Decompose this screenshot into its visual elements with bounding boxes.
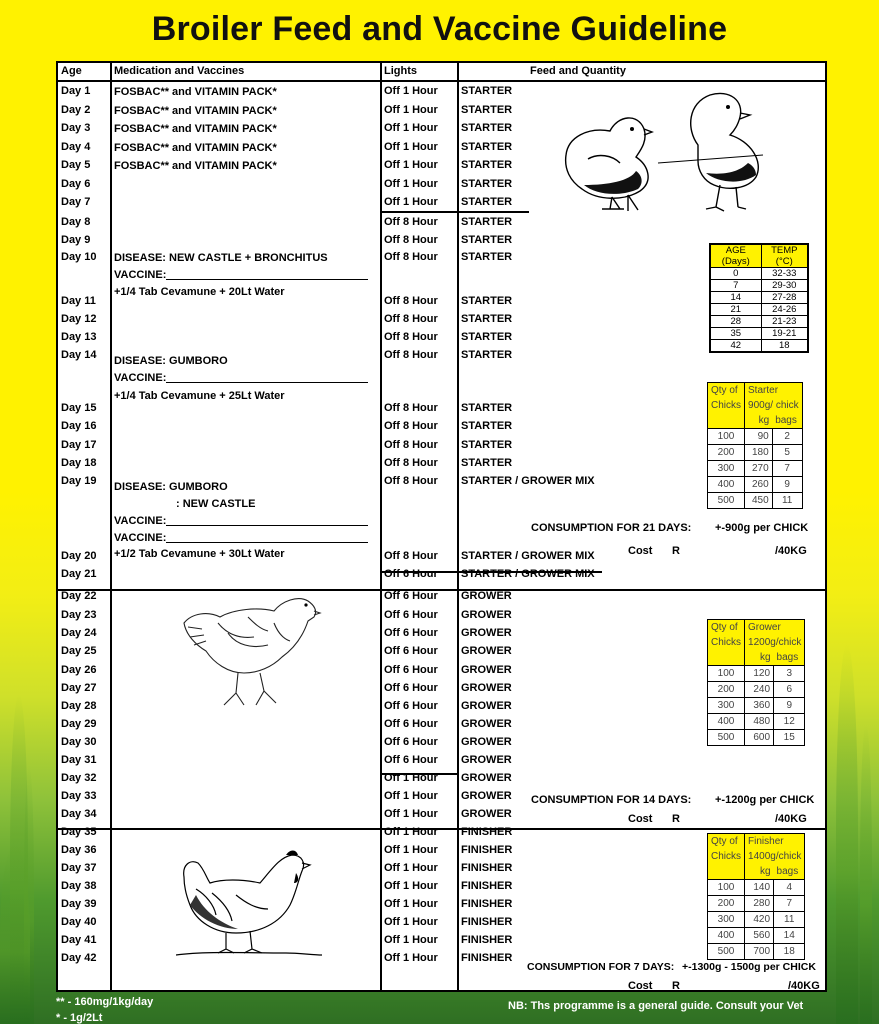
qty-bags-cell: 4 <box>774 880 805 896</box>
guideline-table <box>56 61 827 992</box>
qty-bags-cell: 11 <box>774 912 805 928</box>
qty-chicks-cell: 200 <box>708 682 745 698</box>
day-feed: GROWER <box>461 736 512 748</box>
temp-age-cell: 7 <box>711 280 762 292</box>
day-feed: GROWER <box>461 590 512 602</box>
day-age: Day 37 <box>61 862 97 874</box>
qty-chicks-cell: 200 <box>708 896 745 912</box>
temp-header-age: AGE (Days) <box>711 245 762 268</box>
day-age: Day 5 <box>61 159 91 171</box>
qty-chicks-cell: 400 <box>708 477 745 493</box>
day14-vaccine-line <box>166 382 368 383</box>
qty-kg-cell: 700 <box>745 944 774 960</box>
day-age: Day 17 <box>61 439 97 451</box>
consumption-14-label: CONSUMPTION FOR 14 DAYS: <box>531 794 692 806</box>
day-lights: Off 8 Hour <box>384 331 438 343</box>
day-lights: Off 8 Hour <box>384 550 438 562</box>
day-lights: Off 8 Hour <box>384 216 438 228</box>
day10-vaccine-line <box>166 279 368 280</box>
day-lights: Off 6 Hour <box>384 590 438 602</box>
qty-kg-cell: 560 <box>745 928 774 944</box>
day-feed: STARTER / GROWER MIX <box>461 550 595 562</box>
qty-feed-rate: 1400g/chick <box>745 849 805 864</box>
day-feed: FINISHER <box>461 952 513 964</box>
day10-vaccine-label: VACCINE: <box>114 269 167 281</box>
day-lights: Off 1 Hour <box>384 104 438 116</box>
day10-dose: +1/4 Tab Cevamune + 20Lt Water <box>114 286 285 298</box>
day-age: Day 35 <box>61 826 97 838</box>
qty-chicks-cell: 100 <box>708 880 745 896</box>
day-feed: STARTER <box>461 159 513 171</box>
day-lights: Off 1 Hour <box>384 196 438 208</box>
temp-value-cell: 29-30 <box>761 280 807 292</box>
day-feed: GROWER <box>461 754 512 766</box>
day-age: Day 24 <box>61 627 97 639</box>
qty-chicks-cell: 500 <box>708 493 745 509</box>
consumption-7-amount: +-1300g - 1500g per CHICK <box>682 961 816 973</box>
temp-row <box>711 304 808 316</box>
consumption-14-unit: /40KG <box>775 813 807 825</box>
day-lights: Off 6 Hour <box>384 664 438 676</box>
day-feed: STARTER <box>461 420 513 432</box>
day-lights: Off 1 Hour <box>384 85 438 97</box>
day-age: Day 38 <box>61 880 97 892</box>
temp-value-cell: 18 <box>761 340 807 352</box>
temp-age-cell: 21 <box>711 304 762 316</box>
qty-row <box>708 928 804 944</box>
temp-row <box>711 268 808 280</box>
day-age: Day 10 <box>61 251 97 263</box>
day-lights: Off 6 Hour <box>384 700 438 712</box>
day-lights: Off 1 Hour <box>384 826 438 838</box>
day-age: Day 40 <box>61 916 97 928</box>
medication-day1: FOSBAC** and VITAMIN PACK* <box>114 86 277 98</box>
day-feed: STARTER <box>461 216 513 228</box>
day-age: Day 11 <box>61 295 96 307</box>
day-lights: Off 1 Hour <box>384 808 438 820</box>
day-lights: Off 1 Hour <box>384 844 438 856</box>
qty-header-bags: bags <box>774 864 805 880</box>
day-lights: Off 1 Hour <box>384 141 438 153</box>
starter-quantity-table <box>707 382 803 509</box>
day-feed: STARTER <box>461 439 513 451</box>
day-age: Day 33 <box>61 790 97 802</box>
day19-vaccine-line-2 <box>166 542 368 543</box>
qty-chicks-cell: 100 <box>708 666 745 682</box>
qty-header-kg: kg <box>745 864 774 880</box>
day-age: Day 2 <box>61 104 91 116</box>
qty-row <box>708 477 802 493</box>
temperature-table <box>709 243 809 353</box>
qty-row <box>708 429 802 445</box>
day-age: Day 34 <box>61 808 97 820</box>
day-feed: FINISHER <box>461 898 513 910</box>
day-age: Day 30 <box>61 736 97 748</box>
qty-chicks-cell: 400 <box>708 928 745 944</box>
consumption-14-cost: Cost <box>628 813 653 825</box>
day-feed: FINISHER <box>461 826 513 838</box>
qty-chicks-cell: 300 <box>708 912 745 928</box>
day-age: Day 13 <box>61 331 97 343</box>
consumption-21-currency: R <box>672 545 680 557</box>
qty-header-kg: kg <box>745 650 774 666</box>
consumption-21-cost: Cost <box>628 545 653 557</box>
day-lights: Off 1 Hour <box>384 898 438 910</box>
consumption-14-amount: +-1200g per CHICK <box>715 794 815 806</box>
qty-kg-cell: 270 <box>745 461 773 477</box>
day-lights: Off 8 Hour <box>384 349 438 361</box>
day-lights: Off 8 Hour <box>384 475 438 487</box>
day-age: Day 42 <box>61 952 97 964</box>
medication-day3: FOSBAC** and VITAMIN PACK* <box>114 123 277 135</box>
day-age: Day 9 <box>61 234 91 246</box>
qty-header-1: Qty of <box>708 834 745 849</box>
day-age: Day 4 <box>61 141 91 153</box>
medication-day2: FOSBAC** and VITAMIN PACK* <box>114 105 277 117</box>
qty-kg-cell: 280 <box>745 896 774 912</box>
qty-header-2: Chicks <box>708 635 745 650</box>
header-lights: Lights <box>384 65 417 77</box>
day-age: Day 32 <box>61 772 97 784</box>
qty-kg-cell: 90 <box>745 429 773 445</box>
day-lights: Off 8 Hour <box>384 402 438 414</box>
day-lights: Off 1 Hour <box>384 772 438 784</box>
qty-chicks-cell: 400 <box>708 714 745 730</box>
footnote-fosbac: ** - 160mg/1kg/day <box>56 996 154 1008</box>
day-age: Day 12 <box>61 313 97 325</box>
consumption-21-unit: /40KG <box>775 545 807 557</box>
day-age: Day 27 <box>61 682 97 694</box>
medication-day5: FOSBAC** and VITAMIN PACK* <box>114 160 277 172</box>
day-lights: Off 6 Hour <box>384 736 438 748</box>
qty-row <box>708 682 804 698</box>
medication-day4: FOSBAC** and VITAMIN PACK* <box>114 142 277 154</box>
day19-vaccine-label-1: VACCINE: <box>114 515 167 527</box>
day-lights: Off 8 Hour <box>384 420 438 432</box>
day19-vaccine-label-2: VACCINE: <box>114 532 167 544</box>
day-feed: STARTER <box>461 457 513 469</box>
qty-kg-cell: 240 <box>745 682 774 698</box>
day-feed: STARTER <box>461 178 513 190</box>
day-feed: FINISHER <box>461 916 513 928</box>
qty-bags-cell: 9 <box>774 698 805 714</box>
qty-header-blank <box>708 413 745 429</box>
day-age: Day 14 <box>61 349 97 361</box>
qty-bags-cell: 18 <box>774 944 805 960</box>
day-feed: STARTER <box>461 104 513 116</box>
day-age: Day 31 <box>61 754 97 766</box>
day-feed: STARTER <box>461 196 513 208</box>
qty-header-bags: bags <box>772 413 801 429</box>
day-lights: Off 8 Hour <box>384 439 438 451</box>
day-age: Day 16 <box>61 420 97 432</box>
day-age: Day 26 <box>61 664 97 676</box>
day-feed: STARTER <box>461 85 513 97</box>
qty-kg-cell: 420 <box>745 912 774 928</box>
qty-header-blank <box>708 650 745 666</box>
day-lights: Off 1 Hour <box>384 862 438 874</box>
day-feed: STARTER / GROWER MIX <box>461 568 595 580</box>
qty-bags-cell: 6 <box>774 682 805 698</box>
day-lights: Off 8 Hour <box>384 457 438 469</box>
qty-kg-cell: 180 <box>745 445 773 461</box>
temp-age-cell: 28 <box>711 316 762 328</box>
temp-value-cell: 24-26 <box>761 304 807 316</box>
footnote-vitamin: * - 1g/2Lt <box>56 1012 103 1024</box>
temp-value-cell: 21-23 <box>761 316 807 328</box>
day-age: Day 19 <box>61 475 97 487</box>
day-lights: Off 1 Hour <box>384 122 438 134</box>
day-lights: Off 6 Hour <box>384 718 438 730</box>
qty-bags-cell: 7 <box>772 461 801 477</box>
qty-header-kg: kg <box>745 413 773 429</box>
qty-header-2: Chicks <box>708 849 745 864</box>
footnote-disclaimer: NB: Ths programme is a general guide. Consult your Vet <box>508 1000 804 1012</box>
day-feed: FINISHER <box>461 880 513 892</box>
day-age: Day 20 <box>61 550 97 562</box>
qty-row <box>708 912 804 928</box>
day-age: Day 22 <box>61 590 97 602</box>
qty-row <box>708 714 804 730</box>
consumption-21-label: CONSUMPTION FOR 21 DAYS: <box>531 522 692 534</box>
qty-row <box>708 896 804 912</box>
day-lights: Off 6 Hour <box>384 682 438 694</box>
day-feed: STARTER / GROWER MIX <box>461 475 595 487</box>
day-lights: Off 6 Hour <box>384 627 438 639</box>
temp-value-cell: 27-28 <box>761 292 807 304</box>
day-feed: GROWER <box>461 808 512 820</box>
temp-row <box>711 280 808 292</box>
qty-kg-cell: 600 <box>745 730 774 746</box>
day19-vaccine-line-1 <box>166 525 368 526</box>
day-feed: GROWER <box>461 682 512 694</box>
day-lights: Off 1 Hour <box>384 952 438 964</box>
temp-age-cell: 42 <box>711 340 762 352</box>
qty-bags-cell: 14 <box>774 928 805 944</box>
day-age: Day 39 <box>61 898 97 910</box>
consumption-14-currency: R <box>672 813 680 825</box>
qty-row <box>708 730 804 746</box>
day-age: Day 41 <box>61 934 97 946</box>
day-feed: STARTER <box>461 349 513 361</box>
qty-chicks-cell: 500 <box>708 730 745 746</box>
consumption-7-cost: Cost <box>628 980 653 992</box>
day-age: Day 25 <box>61 645 97 657</box>
qty-feed-name: Grower <box>745 620 805 635</box>
day-feed: GROWER <box>461 609 512 621</box>
qty-row <box>708 666 804 682</box>
qty-kg-cell: 140 <box>745 880 774 896</box>
day-lights: Off 6 Hour <box>384 609 438 621</box>
consumption-7-unit: /40KG <box>788 980 820 992</box>
day-lights: Off 1 Hour <box>384 790 438 802</box>
day-age: Day 6 <box>61 178 91 190</box>
qty-kg-cell: 450 <box>745 493 773 509</box>
day-lights: Off 1 Hour <box>384 934 438 946</box>
day-lights: Off 8 Hour <box>384 295 438 307</box>
day-feed: GROWER <box>461 664 512 676</box>
consumption-21-amount: +-900g per CHICK <box>715 522 809 534</box>
day-feed: STARTER <box>461 141 513 153</box>
qty-kg-cell: 480 <box>745 714 774 730</box>
day-age: Day 29 <box>61 718 97 730</box>
day-age: Day 18 <box>61 457 97 469</box>
grower-quantity-table <box>707 619 805 746</box>
day-lights: Off 1 Hour <box>384 178 438 190</box>
temp-value-cell: 32-33 <box>761 268 807 280</box>
grower-chicken-illustration <box>178 593 328 713</box>
day-lights: Off 6 Hour <box>384 568 438 580</box>
qty-feed-rate: 900g/ chick <box>745 398 802 413</box>
day-lights: Off 1 Hour <box>384 880 438 892</box>
day-feed: STARTER <box>461 402 513 414</box>
qty-bags-cell: 2 <box>772 429 801 445</box>
qty-row <box>708 698 804 714</box>
day-age: Day 8 <box>61 216 91 228</box>
consumption-7-currency: R <box>672 980 680 992</box>
day10-disease: DISEASE: NEW CASTLE + BRONCHITUS <box>114 252 328 264</box>
temp-age-cell: 35 <box>711 328 762 340</box>
day-age: Day 3 <box>61 122 91 134</box>
day-lights: Off 8 Hour <box>384 234 438 246</box>
page-title: Broiler Feed and Vaccine Guideline <box>151 10 728 48</box>
day-feed: GROWER <box>461 627 512 639</box>
day-age: Day 28 <box>61 700 97 712</box>
temp-age-cell: 14 <box>711 292 762 304</box>
qty-header-2: Chicks <box>708 398 745 413</box>
qty-chicks-cell: 500 <box>708 944 745 960</box>
day-feed: STARTER <box>461 251 513 263</box>
qty-bags-cell: 7 <box>774 896 805 912</box>
day-feed: GROWER <box>461 718 512 730</box>
header-feed: Feed and Quantity <box>530 65 626 77</box>
qty-header-1: Qty of <box>708 620 745 635</box>
qty-kg-cell: 360 <box>745 698 774 714</box>
qty-bags-cell: 5 <box>772 445 801 461</box>
day-age: Day 21 <box>61 568 97 580</box>
finisher-hen-illustration <box>176 849 326 959</box>
qty-row <box>708 880 804 896</box>
day14-vaccine-label: VACCINE: <box>114 372 167 384</box>
day-lights: Off 1 Hour <box>384 159 438 171</box>
temp-value-cell: 19-21 <box>761 328 807 340</box>
day-lights: Off 6 Hour <box>384 645 438 657</box>
day-feed: STARTER <box>461 122 513 134</box>
day-feed: STARTER <box>461 234 513 246</box>
day19-disease-2: : NEW CASTLE <box>176 498 256 510</box>
day19-disease: DISEASE: GUMBORO <box>114 481 228 493</box>
qty-row <box>708 461 802 477</box>
qty-header-1: Qty of <box>708 383 745 398</box>
day-lights: Off 8 Hour <box>384 313 438 325</box>
day-age: Day 36 <box>61 844 97 856</box>
day-feed: GROWER <box>461 700 512 712</box>
qty-header-blank <box>708 864 745 880</box>
day-feed: FINISHER <box>461 844 513 856</box>
temp-row <box>711 292 808 304</box>
qty-row <box>708 445 802 461</box>
qty-kg-cell: 260 <box>745 477 773 493</box>
qty-chicks-cell: 300 <box>708 698 745 714</box>
day-age: Day 15 <box>61 402 97 414</box>
day-feed: STARTER <box>461 331 513 343</box>
day-age: Day 23 <box>61 609 97 621</box>
day-feed: STARTER <box>461 295 513 307</box>
temp-header-temp: TEMP (°C) <box>761 245 807 268</box>
qty-bags-cell: 15 <box>774 730 805 746</box>
qty-header-bags: bags <box>774 650 805 666</box>
chicks-illustration <box>558 85 773 215</box>
qty-feed-rate: 1200g/chick <box>745 635 805 650</box>
qty-chicks-cell: 100 <box>708 429 745 445</box>
day-feed: GROWER <box>461 772 512 784</box>
temp-row <box>711 328 808 340</box>
qty-bags-cell: 11 <box>772 493 801 509</box>
qty-bags-cell: 3 <box>774 666 805 682</box>
day-feed: FINISHER <box>461 934 513 946</box>
temp-age-cell: 0 <box>711 268 762 280</box>
qty-feed-name: Starter <box>745 383 802 398</box>
qty-kg-cell: 120 <box>745 666 774 682</box>
qty-chicks-cell: 200 <box>708 445 745 461</box>
qty-row <box>708 944 804 960</box>
header-age: Age <box>61 65 82 77</box>
consumption-7-label: CONSUMPTION FOR 7 DAYS: <box>527 961 675 973</box>
day14-dose: +1/4 Tab Cevamune + 25Lt Water <box>114 390 285 402</box>
qty-bags-cell: 9 <box>772 477 801 493</box>
day-feed: FINISHER <box>461 862 513 874</box>
day-lights: Off 6 Hour <box>384 754 438 766</box>
day-age: Day 1 <box>61 85 91 97</box>
finisher-quantity-table <box>707 833 805 960</box>
qty-bags-cell: 12 <box>774 714 805 730</box>
day-feed: GROWER <box>461 645 512 657</box>
day-lights: Off 8 Hour <box>384 251 438 263</box>
day14-disease: DISEASE: GUMBORO <box>114 355 228 367</box>
qty-feed-name: Finisher <box>745 834 805 849</box>
day-feed: GROWER <box>461 790 512 802</box>
header-medication: Medication and Vaccines <box>114 65 245 77</box>
temp-row <box>711 340 808 352</box>
day-age: Day 7 <box>61 196 91 208</box>
day-feed: STARTER <box>461 313 513 325</box>
qty-chicks-cell: 300 <box>708 461 745 477</box>
day-lights: Off 1 Hour <box>384 916 438 928</box>
temp-row <box>711 316 808 328</box>
qty-row <box>708 493 802 509</box>
day19-dose: +1/2 Tab Cevamune + 30Lt Water <box>114 548 285 560</box>
